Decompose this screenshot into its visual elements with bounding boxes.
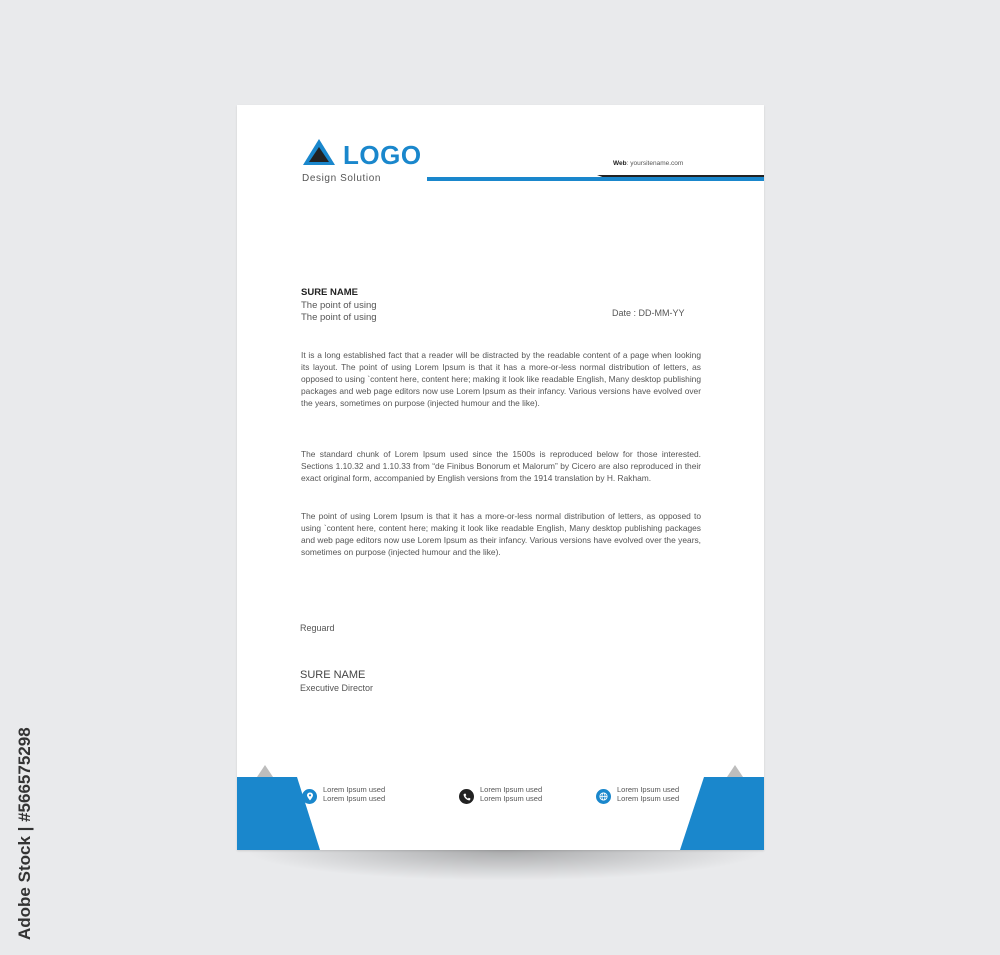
contact-line: Lorem Ipsum used <box>480 785 543 794</box>
body-paragraph: The standard chunk of Lorem Ipsum used since the 1500s is reproduced below for those interested. Sections 1.10.32 and 1.10.33 from “de Finibus Bonorum et Malorum” by Cicero are also reproduced in their exact original form, accompanied by English versions from the 1914 translation by H. Rakham. <box>301 449 701 483</box>
contact-line: Lorem Ipsum used <box>323 793 386 803</box>
contact-line: Lorem Ipsum used <box>617 793 680 803</box>
recipient-line: The point of using <box>301 312 377 323</box>
right-blue-triangle <box>680 777 764 850</box>
contact-line: Lorem Ipsum used <box>480 793 543 803</box>
left-blue-triangle <box>237 777 320 850</box>
left-gray-peak <box>257 765 273 777</box>
stock-credit: Adobe Stock | #566575298 <box>15 727 34 940</box>
body-paragraph: The point of using Lorem Ipsum is that it has a more-or-less normal distribution of letters, as opposed to using `content here, content here; making it look like readable English, Many desktop publishing packages and web page editors now use Lorem Ipsum as their infancy. Various versions have evolved over the years, sometimes on purpose (injected humour and the like). <box>301 511 701 557</box>
contact-line: Lorem Ipsum used <box>617 785 680 794</box>
stock-credit-watermark <box>0 690 40 950</box>
body-paragraph: It is a long established fact that a reader will be distracted by the readable content of a page when looking its layout. The point of using Lorem Ipsum is that it has a more-or-less normal distribution of letters, as opposed to using `content here, content here; making it look like readable English, Many desktop publishing packages and web page editors now use Lorem Ipsum as their infancy. Various versions have evolved over the years, sometimes on purpose (injected humour and the like). <box>301 350 701 408</box>
date-line: Date : DD-MM-YY <box>612 308 685 318</box>
web-label: Web <box>613 160 627 167</box>
right-gray-peak <box>727 765 743 777</box>
signature-title: Executive Director <box>300 683 374 693</box>
globe-icon <box>596 789 611 804</box>
footer-decoration <box>237 105 764 850</box>
recipient-line: The point of using <box>301 300 377 311</box>
letterhead-page <box>237 105 764 850</box>
logo-subtitle: Design Solution <box>302 173 382 184</box>
location-pin-icon <box>302 789 317 804</box>
signature-name: SURE NAME <box>300 669 366 681</box>
contact-line: Lorem Ipsum used <box>323 785 386 794</box>
phone-icon <box>459 789 474 804</box>
web-value: : yoursitename.com <box>626 160 684 167</box>
logo-text: LOGO <box>343 140 422 170</box>
closing-text: Reguard <box>300 623 335 633</box>
recipient-name: SURE NAME <box>301 287 359 298</box>
